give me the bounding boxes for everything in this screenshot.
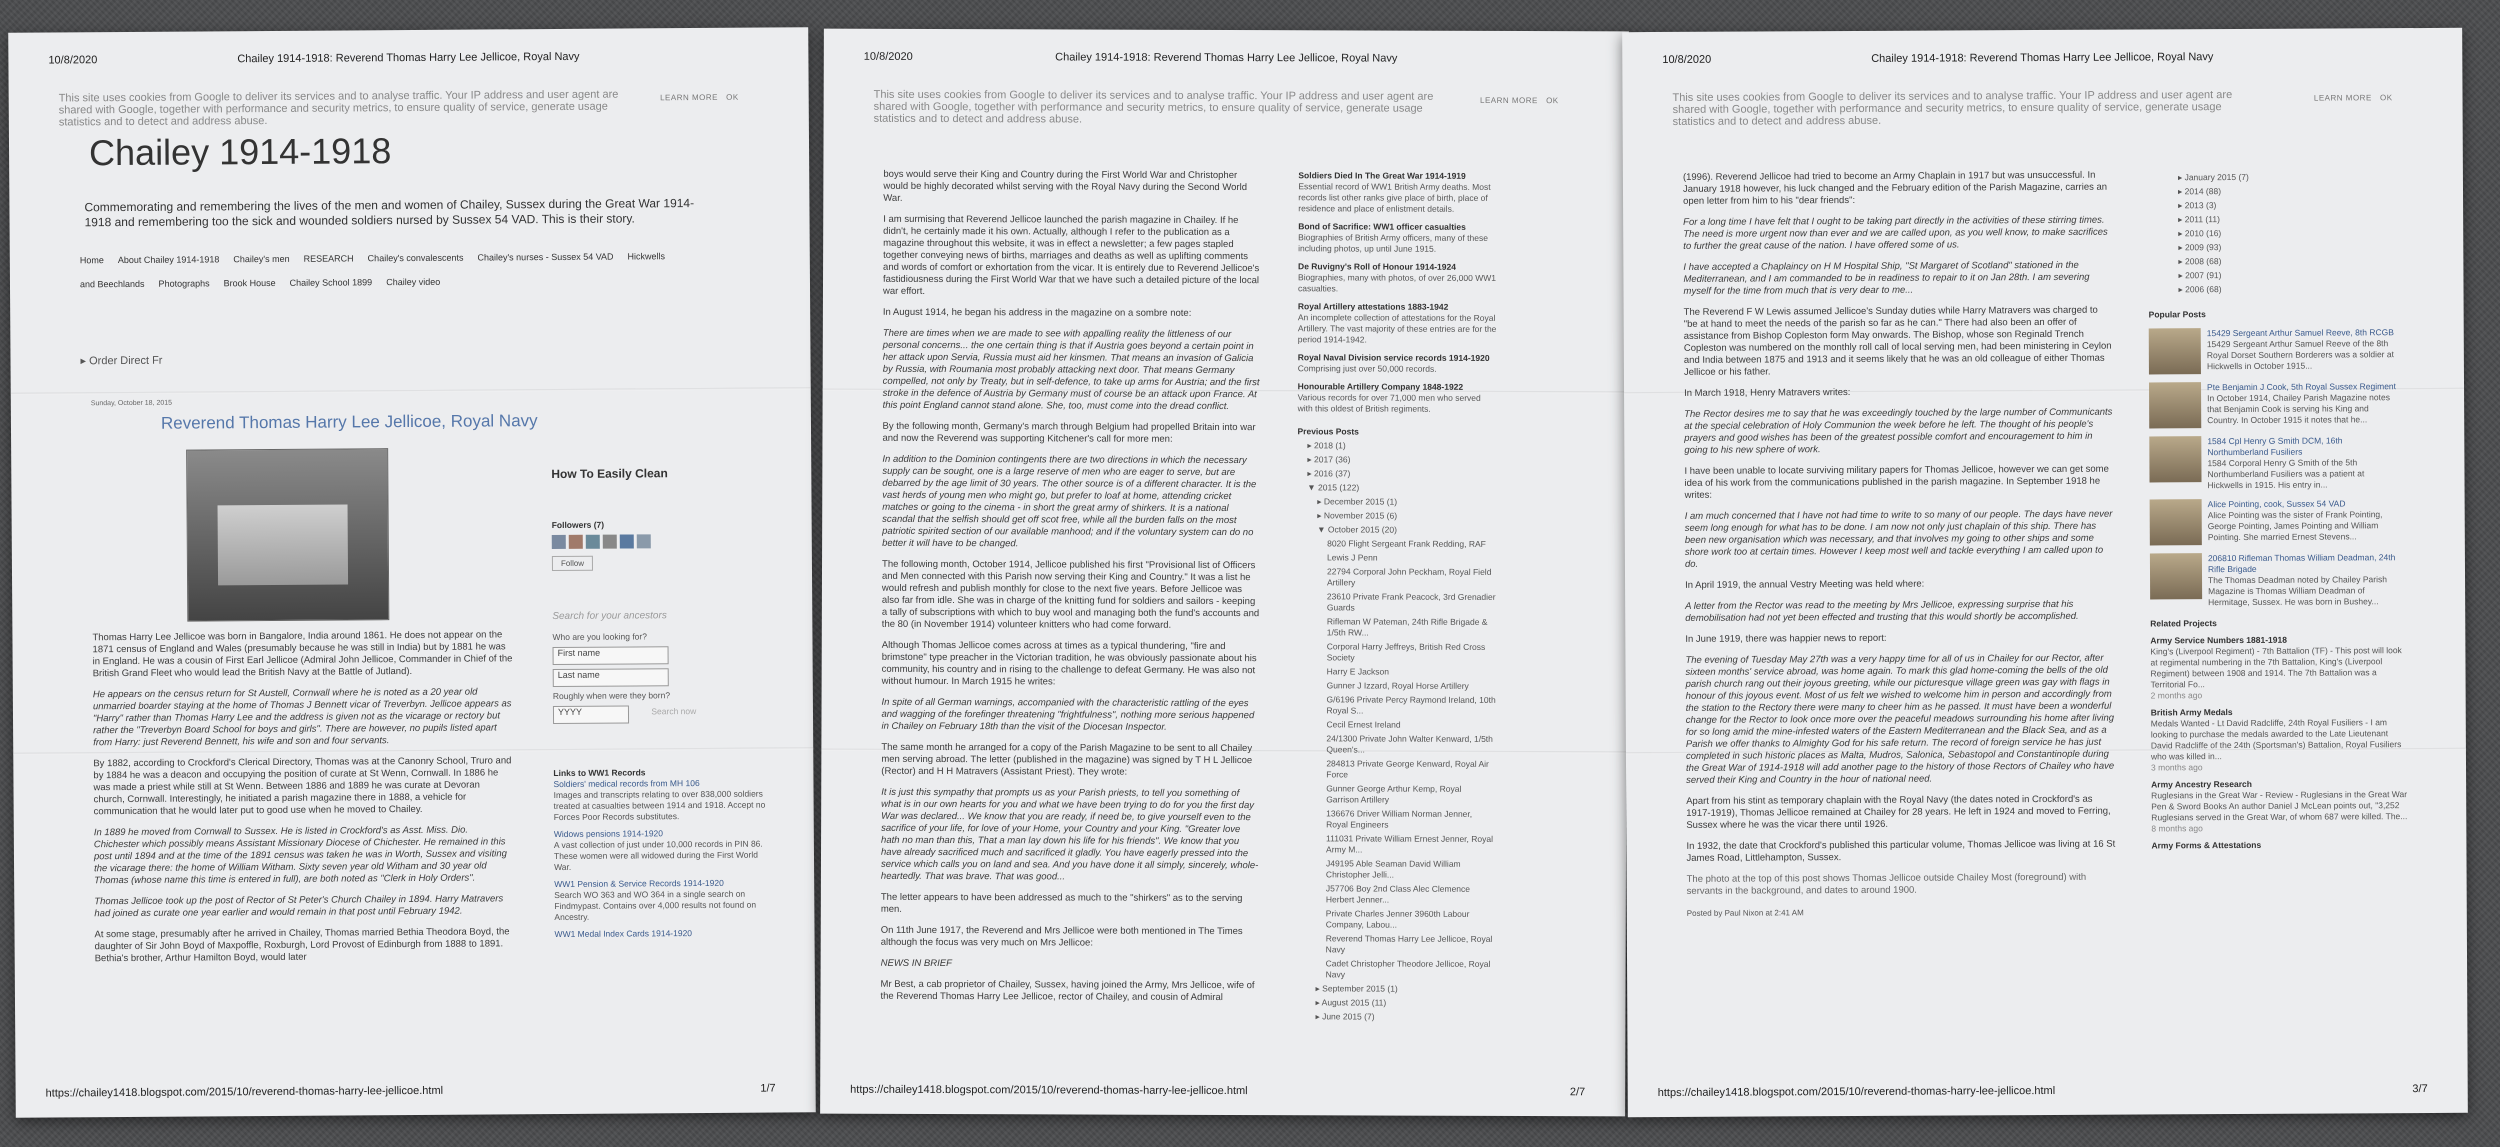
record-link-desc: Essential record of WW1 British Army deaths. Most records list other ranks give place of birth, place of residence and place of enlistment details. [1298, 181, 1491, 214]
cookie-notice [59, 87, 779, 128]
record-link-desc: Images and transcripts relating to over 838,000 soldiers treated at casualties between 1914 and 1918. Accept no Forces Poor Records substitutes. [553, 788, 766, 823]
archive-post[interactable]: Harry E Jackson [1326, 666, 1390, 677]
popular-post-title[interactable]: 1584 Cpl Henry G Smith DCM, 16th Northumberland Fusiliers [2207, 435, 2343, 458]
archive-post[interactable]: Corporal Harry Jeffreys, British Red Cross Society [1326, 641, 1486, 663]
archive-year[interactable]: ▸ 2008 (68) [2178, 256, 2222, 267]
follow-button[interactable]: Follow [552, 556, 593, 571]
archive-post[interactable]: 136676 Driver William Norman Jenner, Royal Engineers [1326, 808, 1473, 830]
related-desc: Ruglesians in the Great War - Review - Ruglesians in the Great War Pen & Sword Books An author Daniel J McLean points out, "3,252 Ruglesians served in the Great War, of whom 687 were killed. The... [2151, 789, 2408, 823]
archive-post[interactable]: Private Charles Jenner 3960th Labour Company, Labou... [1325, 908, 1470, 930]
record-link-desc: Search WO 363 and WO 364 in a single search on Findmypast. Contains over 4,000 results not found on Ancestry. [554, 888, 757, 923]
sidebar [2148, 168, 2412, 851]
archive-month[interactable]: ▸ December 2015 (1) [1317, 496, 1398, 507]
paragraph: Apart from his stint as temporary chaplain with the Royal Navy (the dates noted in Crockford's as 1917-1919), Thomas Jellicoe remained at Chailey for 28 years. He left in 1924 and moved to Ferring, Sussex where he was the vicar there until 1926. [1686, 793, 2111, 831]
page-url: https://chailey1418.blogspot.com/2015/10/reverend-thomas-harry-lee-jellicoe.html [45, 1084, 444, 1100]
site-description: Commemorating and remembering the lives of the men and women of Chailey, Sussex during the Great War 1914-1918 and remembering too the sick and wounded soldiers nursed by Sussex 54 VAD. This is their story. [84, 196, 695, 230]
sidebar [551, 468, 769, 946]
widget-title[interactable]: How To Easily Clean [551, 466, 668, 482]
paragraph: (1996). Reverend Jellicoe had tried to become an Army Chaplain in 1917 but was unsuccessful. In January 1918 however, his luck changed and the February edition of the Parish Magazine, carries an open letter from him to his "dear friends": [1682, 169, 2108, 207]
learn-more-link[interactable]: LEARN MORE [1479, 95, 1538, 106]
record-link[interactable]: WW1 Medal Index Cards 1914-1920 [554, 928, 693, 940]
page-number: 3/7 [2412, 1083, 2428, 1096]
record-link[interactable]: Bond of Sacrifice: WW1 officer casualties [1298, 221, 1466, 232]
record-link[interactable]: Honourable Artillery Company 1848-1922 [1297, 381, 1464, 392]
paragraph: He appears on the census return for St Austell, Cornwall where he is noted as a 20 year old unmarried boarder staying at the home of Thomas J Bennett vicar of Treverbyn. Jellicoe appears as "Harry" rather than Thomas Harry Lee and the address is given not as the vicarage or rectory but rather the "Treverbyn Board School for boys and girls". There are however, no pupils listed apart from Harry: just Reverend Bennett, his wife and son and four servants. [92, 686, 512, 749]
printed-page-2 [820, 29, 1629, 1117]
print-header [1662, 50, 2422, 66]
post-photo [186, 448, 389, 621]
printed-page-1 [8, 27, 816, 1118]
cookie-text: This site uses cookies from Google to deliver its services and to analyse traffic. Your IP address and user agent are shared with Google, together with performance and security metrics, to ensure quality of service, generate usage statistics and to detect and address abuse. [1672, 89, 2233, 128]
related-time: 8 months ago [2151, 823, 2203, 834]
post-body [1683, 170, 2117, 920]
archive-year[interactable]: ▼ 2015 (122) [1307, 482, 1360, 493]
paragraph: The same month he arranged for a copy of the Parish Magazine to be sent to all Chailey men serving abroad. The letter (published in the magazine) was signed by T H L Jellicoe (Rector) and H H Matravers (Assistant Priest). They wrote: [881, 741, 1253, 778]
paragraph: The evening of Tuesday May 27th was a very happy time for all of us in Chailey for our Rector, after sixteen months' service abroad, was home again. To mark this glad home-coming the bells of the old parish church rang out their joyous greeting, while our picturesque village green was gay with flags in honour of this joyous event. Most of us felt we wished to welcome him in person and accordingly from the station to the Rectory there were many to cheer him as he passed. It must have been a wonderful change for the Rector to look once more over the peaceful meadows surrounding his home after living for so long amid the mine-infested waters of the Eastern Mediterranean and the Black Sea, and as a Parish we offer thanks to Almighty God for his safe return. The record of foreign service he has just completed in such historic places as Malta, Mudros, Salonica, Sebastopol and Constantinople during the Great War of 1914-1918 will add another page to the history of those Rectors of Chailey who have served their King and Country in the hour of national need. [1685, 652, 2115, 786]
links-heading: Links to WW1 Records [553, 767, 646, 779]
blog-archive [1295, 440, 1497, 1023]
paragraph: In 1889 he moved from Cornwall to Sussex. He is listed in Crockford's as Asst. Miss. Dio. Chichester which possibly means Assistant Missionary Diocese of Chichester. He remained in this post until 1894 and at the time of the 1891 census was taken he was in Worth, Sussex and visiting the vicarage there: the home of William Witham. Sixty seven year old Witham and 30 year old Thomas (whose name this time is entered in full), are both noted as "Clerk in Holy Orders". [93, 824, 507, 887]
page-url: https://chailey1418.blogspot.com/2015/10/reverend-thomas-harry-lee-jellicoe.html [850, 1083, 1248, 1098]
nav-item[interactable]: Chailey's convalescents [367, 252, 464, 264]
followers-label: Followers (7) [551, 519, 605, 531]
paragraph: By 1882, according to Crockford's Clerical Directory, Thomas was at the Canonry School, Truro and by 1884 he was a deacon and occupying the position of curate at St Wenn, Cornwall. In 1886 he was made a priest while still at St Wenn. Between 1886 and 1889 he was curate at Devoran church, Cornwall. Interestingly, he initiated a parish magazine there in 1888, a vehicle for communication that he would later put to good use when he moved to Chailey. [93, 755, 512, 818]
popular-posts-heading: Popular Posts [2148, 309, 2206, 320]
print-title: Chailey 1914-1918: Reverend Thomas Harry Lee Jellicoe, Royal Navy [237, 50, 580, 66]
paragraph: NEWS IN BRIEF [880, 957, 952, 970]
nav-item[interactable]: Home [79, 255, 104, 266]
paragraph: The letter appears to have been addressed as much to the "shirkers" as to the serving men. [880, 891, 1243, 915]
popular-post-desc: 1584 Corporal Henry G Smith of the 5th Northumberland Fusiliers was a patient at Hickwells in 1915. His entry in... [2207, 457, 2365, 491]
record-link[interactable]: Royal Artillery attestations 1883-1942 [1297, 301, 1449, 312]
popular-post-title[interactable]: Pte Benjamin J Cook, 5th Royal Sussex Regiment [2207, 381, 2397, 393]
archive-post[interactable]: J49195 Able Seaman David William Christopher Jelli... [1325, 858, 1461, 880]
page-number: 1/7 [760, 1082, 776, 1095]
who-label: Who are you looking for? [552, 631, 647, 643]
post-date: Sunday, October 18, 2015 [90, 399, 173, 408]
related-desc: King's (Liverpool Regiment) - 7th Battalion (TF) - This post will look at regimental numbering in the 7th Battalion, King's (Liverpool Regiment) between 1908 and 1914. The 7th Battalion was a Territorial Fo... [2150, 645, 2402, 690]
related-title[interactable]: Army Service Numbers 1881-1918 [2150, 634, 2287, 646]
record-link-desc: Biographies of British Army officers, many of these including photos, up until June 1915. [1298, 232, 1488, 254]
paragraph: In spite of all German warnings, accompanied with the characteristic rattling of the eyes and wagging of the forefinger threatening "frightfulness", nothing more serious happened in Chailey on February 18th than the visit of the Diocesan Inspector. [881, 696, 1255, 733]
paragraph: In August 1914, he began his address in the magazine on a sombre note: [882, 306, 1192, 319]
paragraph: In April 1919, the annual Vestry Meeting was held where: [1685, 578, 1925, 591]
nav-item[interactable]: RESEARCH [303, 253, 354, 264]
popular-post[interactable] [2149, 435, 2409, 491]
print-header [48, 49, 768, 67]
search-heading: Search for your ancestors [552, 610, 667, 623]
record-link[interactable]: WW1 Pension & Service Records 1914-1920 [554, 877, 724, 890]
popular-post-desc: Alice Pointing was the sister of Frank Pointing, George Pointing, James Pointing and William Pointing. She married Ernest Stevens... [2207, 509, 2383, 543]
popular-post-title[interactable]: Alice Pointing, cook, Sussex 54 VAD [2207, 498, 2346, 510]
archive-month[interactable]: ▸ November 2015 (6) [1317, 510, 1398, 521]
paragraph: The Reverend F W Lewis assumed Jellicoe's Sunday duties while Harry Matravers was charged to "be at hand to meet the needs of the parish so far as he can." There had also been an offer of assistance from Bishop Copleston form May onwards. The Bishop, whose son Reginald Trench Copleston was numbered on the monthly roll call of local serving men, had been ministering in Ceylon and India between 1875 and 1913 and it seems likely that he was an old colleague of either Thomas Jellicoe or his father. [1683, 304, 2112, 378]
post-title[interactable]: Reverend Thomas Harry Lee Jellicoe, Royal Navy [160, 411, 538, 433]
print-title: Chailey 1914-1918: Reverend Thomas Harry Lee Jellicoe, Royal Navy [1871, 51, 2214, 65]
learn-more-link[interactable]: LEARN MORE [2313, 93, 2372, 103]
paragraph: The Rector desires me to say that he was exceedingly touched by the large number of Communicants at the special celebration of Holy Communion the week before he left. The thought of his people's prayers and good wishes has been of the greatest possible comfort and encouragement to him in going to his new sphere of work. [1684, 406, 2113, 456]
popular-post[interactable] [2149, 327, 2409, 374]
nav-item[interactable]: Chailey video [386, 276, 441, 288]
site-nav [80, 244, 680, 296]
archive-year[interactable]: ▸ 2009 (93) [2178, 242, 2222, 253]
record-links [553, 778, 769, 940]
popular-post-desc: In October 1914, Chailey Parish Magazine notes that Benjamin Cook is serving his King and Country. In October 1915 it notes that he... [2207, 392, 2390, 426]
record-link-desc: Various records for over 71,000 men who served with this oldest of British regiments. [1297, 392, 1481, 414]
paragraph: For a long time I have felt that I ought to be taking part directly in the activities of these stirring times. The need is more urgent now than ever and we are called upon, as you well know, to make sacrifices to further the great cause of the nation. I have offered some of us. [1683, 214, 2108, 252]
print-title: Chailey 1914-1918: Reverend Thomas Harry Lee Jellicoe, Royal Navy [1055, 51, 1398, 65]
related-desc: Medals Wanted - Lt David Radcliffe, 24th Royal Fusiliers - I am looking to purchase the medals awarded to the Late Lieutenant David Radcliffe of the 24th (Sportsman's) Battalion, Royal Fusiliers who was killed in... [2150, 717, 2402, 762]
paragraph: On 11th June 1917, the Reverend and Mrs Jellicoe were both mentioned in The Times although the focus was very much on Mrs Jellicoe: [880, 924, 1243, 949]
nav-item[interactable]: Brook House [223, 277, 276, 289]
record-links [1298, 170, 1499, 415]
post-thumbnail [2149, 436, 2201, 482]
related-projects-heading: Related Projects [2150, 618, 2217, 629]
post-thumbnail [2150, 553, 2202, 599]
record-link[interactable]: De Ruvigny's Roll of Honour 1914-1924 [1298, 261, 1456, 272]
paragraph: It is just this sympathy that prompts us as your Parish priests, to tell you something of what is in our own hearts for you and what we have been trying to do for you the first day War was declared... We know that you are ready, if need be, to give yourself even to the sacrifice of your life, for love of your Home, your Country and your King. "Greater love hath no man than this, That a man lay down his life for his friends". We know that you have already sacrificed much and sacrificed it gladly. You have eagerly pressed into the service which calls you on land and sea. And you have done it all simply, sincerely, whole-heartedly. That was brave. That was good... [880, 786, 1259, 883]
paragraph: The following month, October 1914, Jellicoe published his first "Provisional list of Officers and Men connected with this Parish now serving their King and Country." It was a list he would refresh and publish monthly for close to the next five years. Before Jellicoe was also far from idle. She was in charge of the knitting fund for soldiers and sailors - keeping a tally of subscriptions with which to buy wool and managing both the fund's accounts and the 80 (in November 1914) volunteer knitters who had come forward. [881, 558, 1260, 631]
popular-post-title[interactable]: 15429 Sergeant Arthur Samuel Reeve, 8th RCGB [2206, 327, 2394, 339]
popular-post[interactable] [2150, 498, 2410, 545]
nav-item[interactable]: Chailey's nurses - Sussex 54 VAD [477, 251, 614, 263]
print-footer [850, 1084, 1585, 1099]
paragraph: A letter from the Rector was read to the meeting by Mrs Jellicoe, expressing surprise that his demobilisation had not yet been effected and trusting that this would shortly be accomplished. [1685, 598, 2079, 624]
archive-post[interactable]: 24/1300 Private John Walter Kenward, 1/5th Queen's... [1326, 733, 1493, 755]
cookie-text: This site uses cookies from Google to deliver its services and to analyse traffic. Your IP address and user agent are shared with Google, together with performance and security metrics, to ensure quality of service, generate usage statistics and to detect and address abuse. [873, 88, 1434, 126]
archive-post[interactable]: Gunner J Izzard, Royal Horse Artillery [1326, 680, 1469, 691]
print-footer [1658, 1083, 2428, 1099]
last-name-input[interactable]: Last name [553, 668, 669, 687]
popular-posts [2149, 327, 2410, 608]
popular-post-desc: The Thomas Deadman noted by Chailey Parish Magazine is Thomas William Deadman of Hermitage, Sussex. He was born in Bushey... [2208, 574, 2387, 608]
archive-month[interactable]: ▸ August 2015 (11) [1315, 997, 1387, 1008]
archive-post[interactable]: Cadet Christopher Theodore Jellicoe, Royal Navy [1325, 958, 1491, 980]
previous-posts-heading: Previous Posts [1297, 426, 1359, 437]
print-footer [46, 1082, 776, 1099]
record-link[interactable]: Soldiers' medical records from MH 106 [553, 777, 700, 790]
related-time: 3 months ago [2150, 762, 2203, 773]
follower-avatars[interactable] [552, 534, 767, 553]
post-thumbnail [2149, 382, 2201, 428]
paragraph: By the following month, Germany's march through Belgium had propelled Britain into war and now the Reverend was supporting Kitchener's call for more men: [882, 420, 1256, 445]
archive-post[interactable]: 22794 Corporal John Peckham, Royal Field Artillery [1326, 566, 1492, 588]
archive-year[interactable]: ▸ 2014 (88) [2177, 186, 2222, 197]
born-label: Roughly when were they born? [552, 690, 671, 702]
paragraph: There are times when we are made to see with appalling reality the littleness of our personal concerns... the one certain thing is that if Austria goes beyond a certain point in her attack upon Servia, Russia must aid her kinsmen. That means an invasion of Galicia by Russia, with Roumania most probably attacking next door. That means Germany compelled, not only by Treaty, but in self-defence, to take up arms for Austria; and the first stroke in the defence of Austria by Germany must of course be an attack upon France. At this point England cannot stand alone. She, too, must come into the dread conflict. [882, 327, 1260, 413]
site-title[interactable]: Chailey 1914-1918 [88, 130, 392, 174]
page-number: 2/7 [1569, 1086, 1586, 1099]
archive-year[interactable]: ▸ January 2015 (7) [2177, 171, 2249, 183]
search-now-button[interactable]: Search now [651, 706, 697, 717]
cookie-notice [1672, 88, 2432, 128]
paragraph: Mr Best, a cab proprietor of Chailey, Sussex, having joined the Army, Mrs Jellicoe, wife of the Reverend Thomas Harry Lee Jellicoe, rector of Chailey, and cousin of Admiral [880, 978, 1255, 1003]
blog-archive [2148, 171, 2409, 295]
cookie-ok-button[interactable]: OK [726, 92, 739, 102]
related-time: 2 months ago [2150, 690, 2203, 701]
paragraph: In June 1919, there was happier news to report: [1685, 632, 1887, 645]
paragraph: Thomas Harry Lee Jellicoe was born in Bangalore, India around 1861. He does not appear on the 1871 census of England and Wales (presumably because he was still in India) but by 1881 he was in England. He was a cousin of First Earl Jellicoe (Admiral John Jellicoe, Commander in Chief of the British Grand Fleet who would lead the British Navy at the Battle of Jutland). [92, 629, 513, 680]
print-date: 10/8/2020 [48, 54, 98, 67]
paragraph: In addition to the Dominion contingents there are two directions in which the necessary supply can be sought, one is a large reserve of men who are eager to serve, but are debarred by the age limit of 30 years. The other source is of a different character. It is the vast herds of young men who might go, but prefer to loaf at home, attending cricket matches or going to the cinema - in short the great army of shirkers. It is a national scandal that the selfish should get off scot free, while all the burden falls on the most patriotic spirited section of our available manhood; and if the voluntary system can do no better it will have to be changed. [882, 453, 1257, 550]
related-projects [2150, 634, 2411, 851]
post-thumbnail [2150, 499, 2202, 545]
print-date: 10/8/2020 [1662, 53, 1712, 66]
archive-year[interactable]: ▸ 2018 (1) [1307, 440, 1346, 451]
nav-item[interactable]: Photographs [158, 278, 210, 289]
ad-banner[interactable]: ▸ Order Direct Fr [80, 354, 163, 368]
paragraph: Although Thomas Jellicoe comes across at times as a typical thundering, "fire and brimstone" type preacher in the Victorian tradition, he was obviously passionate about his community, his country and in rising to the challenge to defeat Germany. He was also not without humour. In March 1915 he writes: [881, 639, 1257, 688]
archive-month[interactable]: ▸ June 2015 (7) [1315, 1011, 1375, 1022]
archive-year[interactable]: ▸ 2013 (3) [2178, 200, 2217, 211]
popular-post[interactable] [2150, 552, 2410, 608]
page-url: https://chailey1418.blogspot.com/2015/10/reverend-thomas-harry-lee-jellicoe.html [1657, 1084, 2056, 1100]
nav-item[interactable]: Chailey's men [233, 253, 290, 265]
learn-more-link[interactable]: LEARN MORE [660, 92, 718, 103]
paragraph: In 1932, the date that Crockford's published this particular volume, Thomas Jellicoe was living at 16 St James Road, Littlehampton, Sussex. [1686, 838, 2116, 864]
record-link-desc: Biographies, many with photos, of over 26,000 WW1 casualties. [1297, 272, 1497, 294]
archive-post[interactable]: 23610 Private Frank Peacock, 3rd Grenadier Guards [1326, 591, 1496, 613]
cookie-notice [874, 89, 1599, 128]
archive-post[interactable]: Lewis J Penn [1327, 552, 1378, 563]
archive-post[interactable]: Rifleman W Pateman, 24th Rifle Brigade & 1/5th RW... [1326, 616, 1488, 638]
posted-by: Posted by Paul Nixon at 2:41 AM [1686, 908, 1804, 918]
archive-post[interactable]: G/6196 Private Percy Raymond Ireland, 10th Royal S... [1326, 694, 1496, 716]
archive-year[interactable]: ▸ 2011 (11) [2178, 214, 2220, 225]
paragraph: At some stage, presumably after he arrived in Chailey, Thomas married Bethia Theodora Boyd, the daughter of Sir John Boyd of Maxpoffle, Roxburgh, Lord Provost of Edinburgh from 1888 to 1891. Bethia's brother, Arthur Hamilton Boyd, would later [94, 926, 510, 965]
archive-year[interactable]: ▸ 2016 (37) [1307, 468, 1351, 479]
post-thumbnail [2149, 328, 2201, 374]
paragraph: I am much concerned that I have not had time to write to so many of our people. The days have never seem long enough for what has to be done. I am now not only just chaplain of this ship. There has been new organisation which was necessary, and that involves my going to other ships and some shore work too at certain times. However I keep most well and tackle everything I am called upon to do. [1684, 508, 2113, 570]
related-title[interactable]: Army Ancestry Research [2151, 778, 2252, 790]
print-date: 10/8/2020 [863, 50, 913, 63]
printed-page-3 [1622, 28, 2468, 1117]
archive-year[interactable]: ▸ 2010 (16) [2178, 228, 2222, 239]
archive-post[interactable]: Cecil Ernest Ireland [1326, 719, 1401, 730]
record-link[interactable]: Soldiers Died In The Great War 1914-1919 [1298, 170, 1466, 181]
related-title[interactable]: British Army Medals [2150, 707, 2233, 718]
paragraph: I am surmising that Reverend Jellicoe launched the parish magazine in Chailey. If he didn't, he certainly made it his own. Actually, although I refer to the publication as a magazine throughout this website, it was in effect a newsletter; a few pages stapled together conveying news of births, marriages and deaths as well as uplifting comments and words of comfort or exhortation from the vicar. It is entirely due to Reverend Jellicoe's fastidiousness during the First World War that we have such a detailed picture of the local war effort. [882, 213, 1260, 297]
related-title[interactable]: Army Forms & Attestations [2151, 839, 2262, 851]
ancestor-search-form [552, 631, 768, 728]
record-link-desc: An incomplete collection of attestations for the Royal Artillery. The vast majority of these entries are for the period 1914-1942. [1297, 312, 1497, 345]
archive-post[interactable]: Reverend Thomas Harry Lee Jellicoe, Royal Navy [1325, 933, 1493, 955]
archive-post[interactable]: 111031 Private William Ernest Jenner, Royal Army M... [1326, 833, 1494, 855]
year-input[interactable]: YYYY [553, 705, 629, 724]
archive-month[interactable]: ▸ September 2015 (1) [1315, 983, 1398, 994]
paragraph: I have been unable to locate surviving military papers for Thomas Jellicoe, however we can get some idea of his work from the communications published in the parish magazine. In September 1918 he writes: [1684, 463, 2109, 501]
archive-post[interactable]: J57706 Boy 2nd Class Alec Clemence Herbert Jenner... [1325, 883, 1471, 905]
cookie-ok-button[interactable]: OK [2379, 93, 2393, 103]
paragraph: I have accepted a Chaplaincy on H M Hospital Ship, "St Margaret of Scotland" stationed in the Mediterranean, and I am commanded to be in readiness to repair to it on Jan 28th. I am severing myself for the time from much that is very dear to me... [1683, 259, 2090, 297]
nav-item[interactable]: About Chailey 1914-1918 [117, 254, 220, 266]
sidebar [1295, 170, 1498, 1026]
nav-item[interactable]: Hickwells and Beechlands [79, 251, 666, 290]
popular-post-title[interactable]: 206810 Rifleman Thomas William Deadman, 24th Rifle Brigade [2207, 552, 2396, 575]
paragraph: boys would serve their King and Country during the First World War and Christopher would be highly decorated whilst serving with the Royal Navy during the Second World War. [883, 168, 1248, 204]
record-link[interactable]: Widows pensions 1914-1920 [553, 828, 664, 840]
record-link-desc: Comprising just over 50,000 records. [1297, 363, 1437, 374]
cookie-text: This site uses cookies from Google to deliver its services and to analyse traffic. Your IP address and user agent are shared with Google, together with performance and security metrics, to ensure quality of service, generate usage statistics and to detect and address abuse. [58, 88, 619, 129]
archive-month[interactable]: ▼ October 2015 (20) [1317, 524, 1397, 535]
paragraph: Thomas Jellicoe took up the post of Rector of St Peter's Church Chailey in 1894. Harry Matravers had joined as curate one year earlier and would remain in that post until February 1942. [94, 893, 504, 920]
archive-year[interactable]: ▸ 2007 (91) [2178, 270, 2222, 281]
archive-post[interactable]: 284813 Private George Kenward, Royal Air Force [1326, 758, 1489, 780]
archive-post[interactable]: Gunner George Arthur Kemp, Royal Garrison Artillery [1326, 783, 1462, 805]
nav-item[interactable]: Chailey School 1899 [289, 277, 373, 288]
post-body [92, 629, 514, 974]
print-header [863, 50, 1589, 65]
archive-post[interactable]: 8020 Flight Sergeant Frank Redding, RAF [1327, 538, 1486, 549]
archive-year[interactable]: ▸ 2017 (36) [1307, 454, 1351, 465]
record-link[interactable]: Royal Naval Division service records 1914-1920 [1297, 352, 1490, 363]
popular-post-desc: 15429 Sergeant Arthur Samuel Reeve of the 8th Royal Dorset Southern Borderers was a soldier at Hickwells in October 1915... [2206, 338, 2394, 372]
post-body [880, 169, 1263, 1013]
paragraph: The photo at the top of this post shows Thomas Jellicoe outside Chailey Most (foreground) with servants in the background, and dates to around 1900. [1686, 871, 2087, 897]
cookie-ok-button[interactable]: OK [1546, 96, 1559, 106]
popular-post[interactable] [2149, 381, 2409, 428]
paragraph: In March 1918, Henry Matravers writes: [1684, 387, 1851, 399]
archive-year[interactable]: ▸ 2006 (68) [2178, 284, 2222, 295]
first-name-input[interactable]: First name [553, 646, 669, 665]
record-link-desc: A vast collection of just under 10,000 records in PIN 86. These women were all widowed during the First World War. [553, 838, 763, 873]
